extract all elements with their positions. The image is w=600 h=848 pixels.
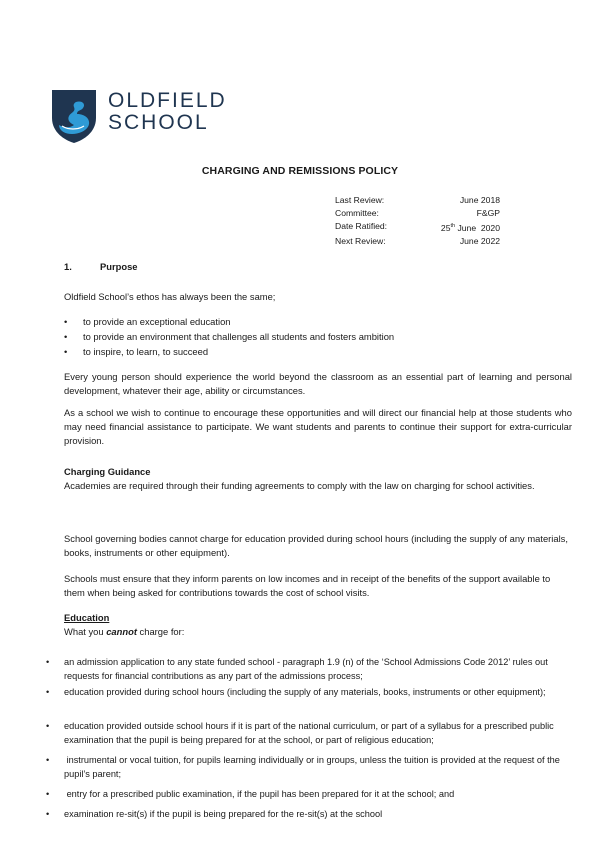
- paragraph-experience: Every young person should experience the world beyond the classroom as an essential part of learning and personal development, whatever their age, ability or circumstances.: [64, 371, 572, 396]
- intro-text: What you: [64, 626, 107, 637]
- review-label: Last Review:: [335, 195, 385, 205]
- review-value: June 2018: [459, 195, 500, 205]
- list-item: [64, 344, 394, 359]
- review-row: [335, 220, 500, 235]
- paragraph-encourage: As a school we wish to continue to encourage these opportunities and will direct our financial help at those students who may need financial assistance to participate. We want students and parents to continue their support for extra-curricular provision.: [64, 407, 572, 446]
- review-table: [335, 194, 500, 248]
- logo-line-1: OLDFIELD: [108, 89, 227, 112]
- list-item: [46, 685, 566, 699]
- list-item: [46, 753, 566, 781]
- review-label: Committee:: [335, 208, 379, 218]
- education-heading: Education: [64, 612, 110, 623]
- ratified-day: 25: [440, 222, 451, 233]
- logo-line-2: SCHOOL: [108, 111, 209, 134]
- section-heading: Purpose: [100, 261, 138, 272]
- review-row: [335, 194, 500, 207]
- inform-text: Schools must ensure that they inform parents on low incomes and in receipt of the benefits of the support available to them when being asked for contributions towards the cost of school visits.: [64, 573, 551, 598]
- charging-text: Academies are required through their funding agreements to comply with the law on charging for school activities.: [64, 480, 535, 491]
- emphasis-text: cannot: [106, 626, 137, 637]
- review-label: Date Ratified:: [335, 221, 388, 231]
- list-item: [64, 314, 394, 329]
- governing-text: School governing bodies cannot charge for education provided during school hours (including the supply of any materials, books, instruments or other equipment).: [64, 533, 568, 558]
- list-item: [64, 329, 394, 344]
- list-item-text: instrumental or vocal tuition, for pupils learning individually or in groups, unless the tuition is provided at the request of the pupil’s parent;: [64, 755, 563, 779]
- bullet-icon: •: [46, 657, 50, 667]
- list-item-text: examination re-sit(s) if the pupil is being prepared for the re-sit(s) at the school: [64, 809, 383, 819]
- ethos-intro: Oldfield School’s ethos has always been the same;: [64, 291, 276, 302]
- intro-text: charge for:: [136, 626, 185, 637]
- list-item-text: to inspire, to learn, to succeed: [83, 346, 209, 357]
- school-logo: [50, 88, 230, 146]
- list-item: [46, 787, 566, 801]
- review-value: F&GP: [476, 208, 500, 218]
- list-item-text: to provide an exceptional education: [83, 316, 231, 327]
- bullet-icon: •: [64, 346, 68, 357]
- review-label: Next Review:: [335, 235, 386, 246]
- ratified-suffix: th: [450, 223, 456, 229]
- bullet-icon: •: [46, 809, 50, 819]
- document-title: CHARGING AND REMISSIONS POLICY: [201, 165, 399, 177]
- bullet-icon: •: [46, 755, 50, 765]
- bullet-icon: •: [46, 687, 50, 697]
- list-item-text: entry for a prescribed public examination, if the pupil has been prepared for it at the school; and: [64, 789, 455, 799]
- list-item: [46, 719, 566, 747]
- list-item-text: education provided during school hours (including the supply of any materials, books, instruments or other equipment);: [64, 687, 546, 697]
- list-item-text: to provide an environment that challenges all students and fosters ambition: [83, 331, 395, 342]
- review-value: June 2022: [459, 235, 500, 246]
- bullet-icon: •: [46, 789, 50, 799]
- ratified-month-year: June 2020: [455, 222, 500, 233]
- swan-shield-icon: [50, 88, 98, 144]
- section-number: 1.: [64, 261, 72, 272]
- ethos-list: [64, 314, 394, 359]
- review-value: [441, 220, 500, 235]
- logo-wordmark: [108, 90, 227, 134]
- bullet-icon: •: [64, 331, 68, 342]
- list-item: [46, 655, 566, 683]
- list-item-text: education provided outside school hours if it is part of the national curriculum, or part of a syllabus for a prescribed public examination that the pupil is being prepared for at the school, or part of religious education;: [64, 721, 554, 745]
- bullet-icon: •: [46, 721, 50, 731]
- cannot-charge-intro: [64, 625, 184, 639]
- review-row: [335, 235, 500, 248]
- charging-heading: Charging Guidance: [64, 466, 151, 477]
- list-item-text: an admission application to any state funded school - paragraph 1.9 (n) of the ‘School Admissions Code 2012’ rules out requests for financial contributions as any part of the admissions process;: [64, 657, 548, 681]
- bullet-icon: •: [64, 316, 68, 327]
- review-row: [335, 207, 500, 220]
- list-item: [46, 807, 566, 821]
